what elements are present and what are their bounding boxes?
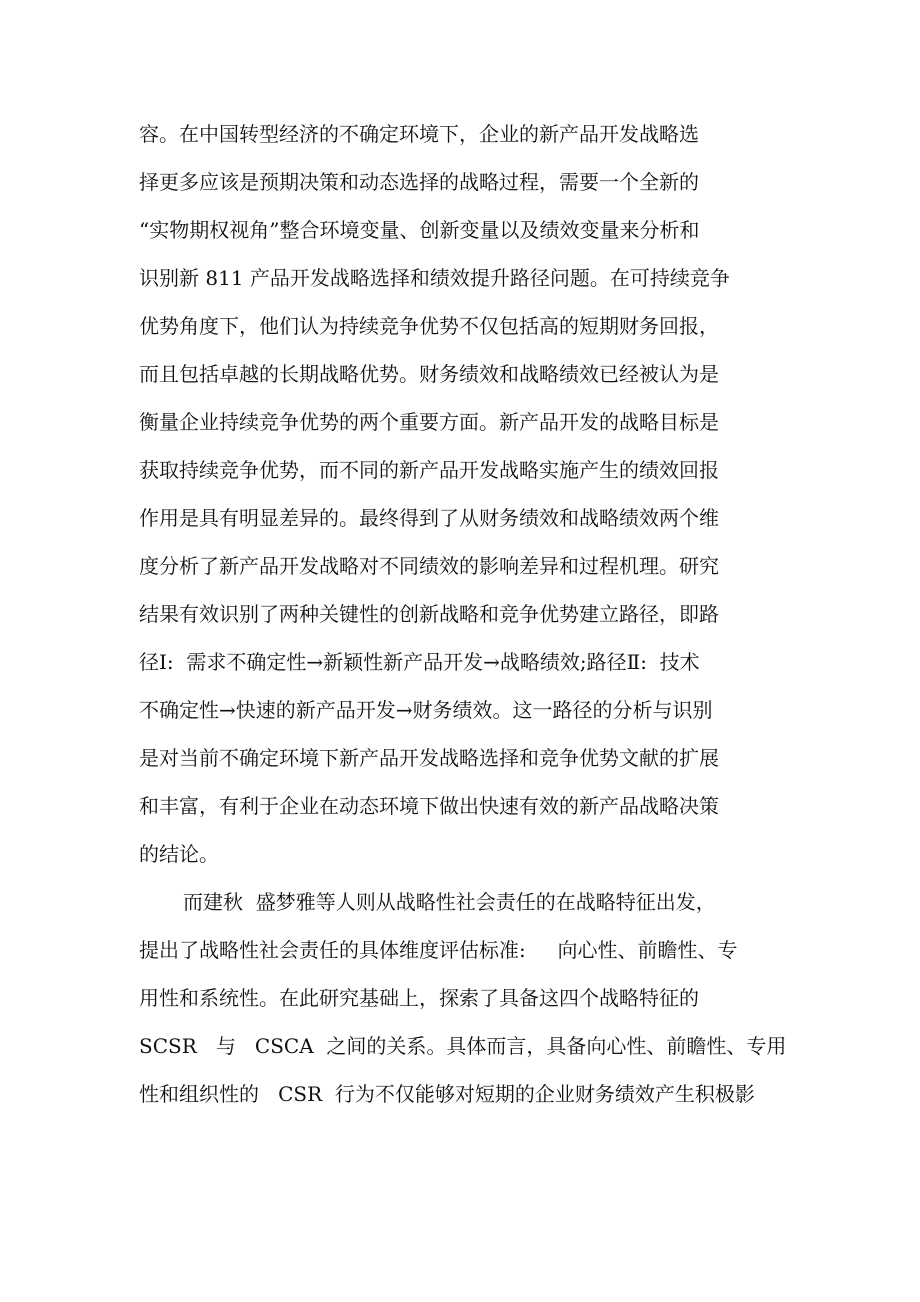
text-line-3: “实物期权视角”整合环境变量、创新变量以及绩效变量来分析和 <box>139 218 700 242</box>
text-line-20: SCSR 与 CSCA 之间的关系。具体而言，具备向心性、前瞻性、专用 <box>139 1034 787 1058</box>
text-line-9: 作用是具有明显差异的。最终得到了从财务绩效和战略绩效两个维 <box>139 506 719 530</box>
text-line-16: 的结论。 <box>139 842 219 866</box>
text-line-5: 优势角度下，他们认为持续竞争优势不仅包括高的短期财务回报， <box>139 314 719 338</box>
text-line-4: 识别新 811 产品开发战略选择和绩效提升路径问题。在可持续竞争 <box>139 266 730 290</box>
text-line-12: 径Ⅰ: 需求不确定性→新颖性新产品开发→战略绩效;路径Ⅱ: 技术 <box>139 650 700 674</box>
text-line-11: 结果有效识别了两种关键性的创新战略和竞争优势建立路径，即路 <box>139 602 719 626</box>
text-line-6: 而且包括卓越的长期战略优势。财务绩效和战略绩效已经被认为是 <box>139 362 719 386</box>
paragraph-2-line-1: 而建秋 盛梦雅等人则从战略性社会责任的在战略特征出发， <box>183 890 716 914</box>
text-line-19: 用性和系统性。在此研究基础上，探索了具备这四个战略特征的 <box>139 986 699 1010</box>
text-line-2: 择更多应该是预期决策和动态选择的战略过程，需要一个全新的 <box>139 170 699 194</box>
text-line-1: 容。在中国转型经济的不确定环境下，企业的新产品开发战略选 <box>139 122 699 146</box>
body-text <box>139 116 839 1124</box>
text-line-15: 和丰富，有利于企业在动态环境下做出快速有效的新产品战略决策 <box>139 794 719 818</box>
text-line-8: 获取持续竞争优势，而不同的新产品开发战略实施产生的绩效回报 <box>139 458 719 482</box>
text-line-13: 不确定性→快速的新产品开发→财务绩效。这一路径的分析与识别 <box>139 698 713 722</box>
text-line-14: 是对当前不确定环境下新产品开发战略选择和竞争优势文献的扩展 <box>139 746 719 770</box>
text-line-10: 度分析了新产品开发战略对不同绩效的影响差异和过程机理。研究 <box>139 554 719 578</box>
text-line-21: 性和组织性的 CSR 行为不仅能够对短期的企业财务绩效产生积极影 <box>139 1082 755 1106</box>
text-line-7: 衡量企业持续竞争优势的两个重要方面。新产品开发的战略目标是 <box>139 410 719 434</box>
text-line-18: 提出了战略性社会责任的具体维度评估标准: 向心性、前瞻性、专 <box>139 938 738 962</box>
